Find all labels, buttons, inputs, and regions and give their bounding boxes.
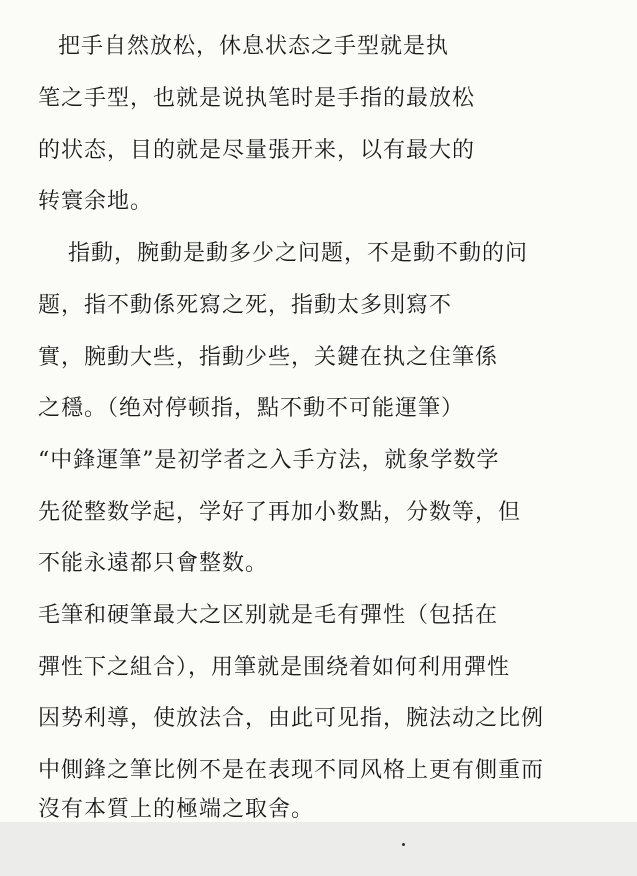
text-line: 指動，腕動是動多少之问题，不是動不動的问 xyxy=(68,241,529,266)
text-line: 毛筆和硬筆最大之区别就是毛有彈性（包括在 xyxy=(38,603,499,628)
text-line: 题，指不動係死寫之死，指動太多則寫不 xyxy=(38,293,453,318)
text-line: 的状态，目的就是尽量張开来，以有最大的 xyxy=(38,138,476,163)
text-line: 先從整数学起，学好了再加小数點，分数等，但 xyxy=(38,500,522,525)
ink-speck xyxy=(402,843,405,846)
text-line: 中側鋒之筆比例不是在表现不同风格上更有側重而 xyxy=(38,758,545,783)
text-line: “中鋒運筆”是初学者之入手方法，就象学数学 xyxy=(38,448,500,473)
text-line: 不能永遠都只會整数。 xyxy=(38,551,269,576)
text-line: 因势利導，使放法合，由此可见指，腕法动之比例 xyxy=(38,706,545,731)
text-line: 笔之手型，也就是说执笔时是手指的最放松 xyxy=(38,86,476,111)
text-line: 實，腕動大些，指動少些，关鍵在执之住筆係 xyxy=(38,345,499,370)
scan-margin xyxy=(0,822,637,876)
text-line: 之穩。（绝对停顿指，點不動不可能運筆） xyxy=(38,396,465,421)
text-line: 转寰余地。 xyxy=(38,189,154,214)
text-line: 彈性下之組合），用筆就是围绕着如何利用彈性 xyxy=(38,655,511,680)
text-line: 沒有本質上的極端之取舍。 xyxy=(38,797,315,822)
text-line: 把手自然放松，休息状态之手型就是执 xyxy=(58,34,450,59)
